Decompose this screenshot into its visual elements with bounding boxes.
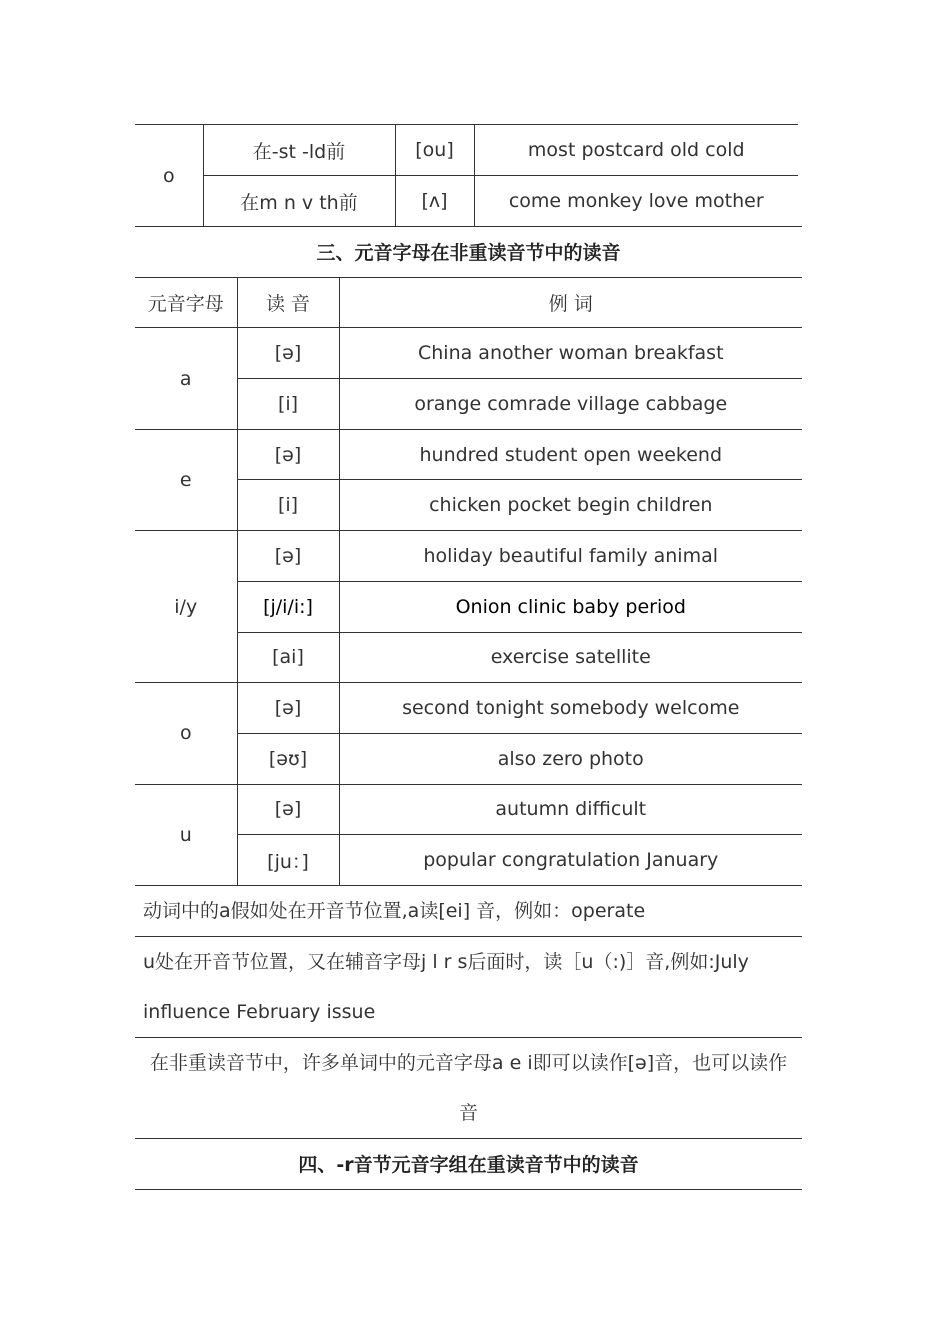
sound-cell: [əʊ]: [237, 733, 339, 784]
sound-cell: [ə]: [237, 683, 339, 734]
note-row: [135, 885, 802, 936]
examples-cell: exercise satellite: [339, 632, 802, 683]
sound-cell: [ə]: [237, 328, 339, 379]
vowel-letter-cell: u: [135, 784, 237, 885]
header-sound: 读 音: [237, 277, 339, 328]
examples-cell: Onion clinic baby period: [339, 581, 802, 632]
table-row: [135, 531, 802, 582]
table-row: [135, 328, 802, 379]
condition-cell: 在m n v th前: [203, 176, 395, 227]
examples-cell: orange comrade village cabbage: [339, 379, 802, 430]
table-row: [135, 176, 798, 227]
note-row: [135, 1037, 802, 1138]
table-row: [135, 784, 802, 835]
section-title: 四、-r音节元音字组在重读音节中的读音: [135, 1138, 802, 1189]
vowel-letter-cell: o: [135, 683, 237, 784]
examples-cell: chicken pocket begin children: [339, 480, 802, 531]
sound-cell: [ə]: [237, 429, 339, 480]
examples-cell: popular congratulation January: [339, 835, 802, 886]
sound-cell: [j/i/i:]: [237, 581, 339, 632]
note-u-after-consonant: u处在开音节位置，又在辅音字母j l r s后面时，读［u（:)］音,例如:July influence February issue: [135, 936, 802, 1037]
sound-cell: [ju：]: [237, 835, 339, 886]
examples-cell: second tonight somebody welcome: [339, 683, 802, 734]
vowel-letter-cell: a: [135, 328, 237, 429]
sound-cell: [ə]: [237, 531, 339, 582]
sound-cell: [i]: [237, 379, 339, 430]
vowel-letter-cell: o: [135, 125, 203, 227]
examples-cell: holiday beautiful family animal: [339, 531, 802, 582]
section-title-row: [135, 227, 802, 278]
examples-cell: most postcard old cold: [474, 125, 798, 176]
condition-cell: 在-st -ld前: [203, 125, 395, 176]
section-title: 三、元音字母在非重读音节中的读音: [135, 227, 802, 278]
sound-cell: [ai]: [237, 632, 339, 683]
vowel-letter-cell: e: [135, 429, 237, 530]
examples-cell: come monkey love mother: [474, 176, 798, 227]
table-row: [135, 125, 798, 176]
examples-cell: also zero photo: [339, 733, 802, 784]
sound-cell: [i]: [237, 480, 339, 531]
sound-cell: [ə]: [237, 784, 339, 835]
note-verb-a: 动词中的a假如处在开音节位置,a读[ei] 音，例如：operate: [135, 885, 802, 936]
table-row: [135, 429, 802, 480]
examples-cell: hundred student open weekend: [339, 429, 802, 480]
header-row: [135, 277, 802, 328]
examples-cell: China another woman breakfast: [339, 328, 802, 379]
unstressed-vowel-table: [135, 226, 802, 1190]
vowel-letter-cell: i/y: [135, 531, 237, 683]
header-examples: 例 词: [339, 277, 802, 328]
examples-cell: autumn difficult: [339, 784, 802, 835]
note-schwa-or-i: 在非重读音节中，许多单词中的元音字母a e i即可以读作[ə]音，也可以读作音: [135, 1037, 802, 1138]
table-row: [135, 683, 802, 734]
header-letter: 元音字母: [135, 277, 237, 328]
top-table: [135, 124, 798, 227]
sound-cell: [ou]: [395, 125, 474, 176]
note-row: [135, 936, 802, 1037]
sound-cell: [ʌ]: [395, 176, 474, 227]
section-title-row: [135, 1138, 802, 1189]
